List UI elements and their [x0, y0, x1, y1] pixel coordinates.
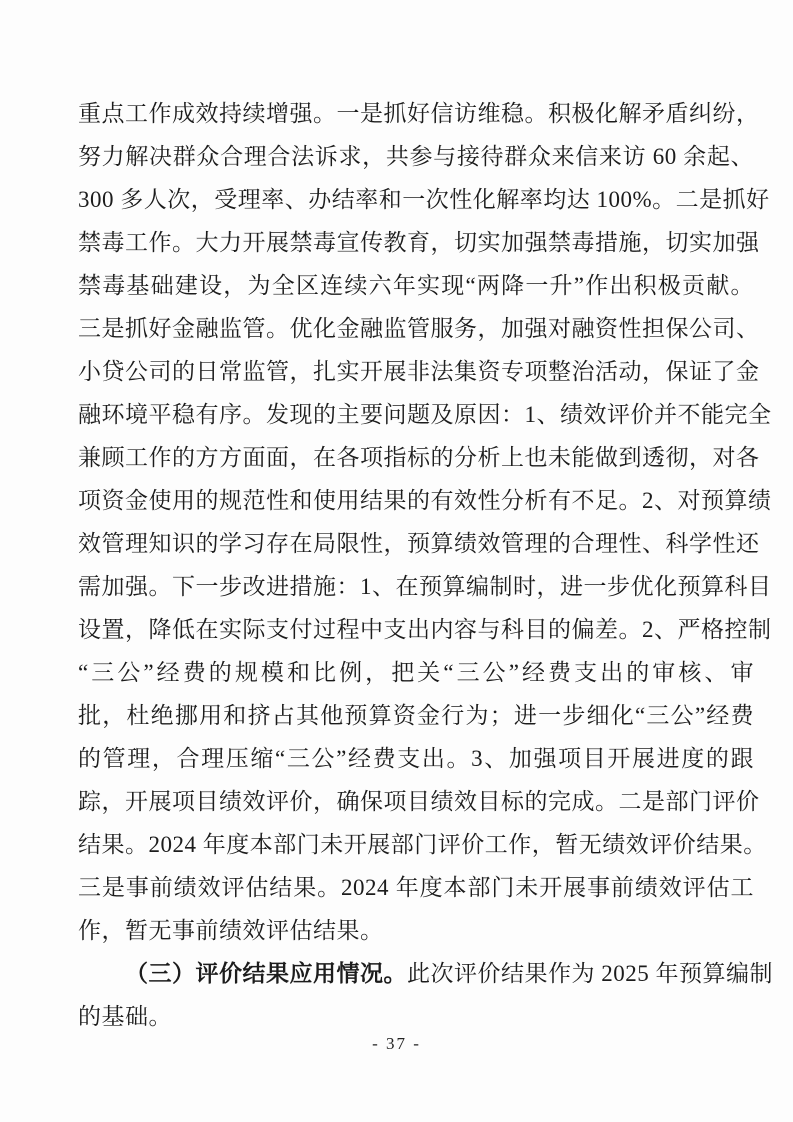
text-line: “三公”经费的规模和比例，把关“三公”经费支出的审核、审: [78, 660, 754, 685]
text-line: 三是事前绩效评估结果。2024 年度本部门未开展事前绩效评估工: [78, 875, 754, 900]
text-line: 禁毒基础建设，为全区连续六年实现“两降一升”作出积极贡献。: [78, 273, 754, 298]
text-line: 的基础。: [78, 1004, 172, 1029]
text-line: 融环境平稳有序。发现的主要问题及原因：1、绩效评价并不能完全: [78, 402, 772, 427]
heading-run: （三）评价结果应用情况。: [125, 961, 407, 986]
text-line: 重点工作成效持续增强。一是抓好信访维稳。积极化解矛盾纠纷，: [78, 101, 760, 126]
text-line: 努力解决群众合理合法诉求，共参与接待群众来信来访 60 余起、: [78, 144, 754, 169]
text-line: 踪，开展项目绩效评价，确保项目绩效目标的完成。二是部门评价: [78, 789, 760, 814]
text-line: 禁毒工作。大力开展禁毒宣传教育，切实加强禁毒措施，切实加强: [78, 230, 760, 255]
text-line: 设置，降低在实际支付过程中支出内容与科目的偏差。2、严格控制: [78, 617, 772, 642]
text-line: 三是抓好金融监管。优化金融监管服务，加强对融资性担保公司、: [78, 316, 760, 341]
text-line: 项资金使用的规范性和使用结果的有效性分析有不足。2、对预算绩: [78, 488, 772, 513]
page-number: - 37 -: [372, 1034, 421, 1053]
text-line: 300 多人次，受理率、办结率和一次性化解率均达 100%。二是抓好: [78, 187, 770, 212]
text-line: 小贷公司的日常监管，扎实开展非法集资专项整治活动，保证了金: [78, 359, 760, 384]
text-line: 的管理，合理压缩“三公”经费支出。3、加强项目开展进度的跟: [78, 746, 754, 771]
text-line: 兼顾工作的方方面面，在各项指标的分析上也未能做到透彻，对各: [78, 445, 760, 470]
text-run: 此次评价结果作为 2025 年预算编制: [407, 961, 773, 986]
text-line: 效管理知识的学习存在局限性，预算绩效管理的合理性、科学性还: [78, 531, 760, 556]
text-line: 需加强。下一步改进措施：1、在预算编制时，进一步优化预算科目: [78, 574, 772, 599]
text-line: 结果。2024 年度本部门未开展部门评价工作，暂无绩效评价结果。: [78, 832, 767, 857]
text-line: 作，暂无事前绩效评估结果。: [78, 918, 384, 943]
text-line: 批，杜绝挪用和挤占其他预算资金行为；进一步细化“三公”经费: [78, 703, 754, 728]
text-line: [78, 952, 773, 995]
document-body: [78, 92, 773, 1038]
